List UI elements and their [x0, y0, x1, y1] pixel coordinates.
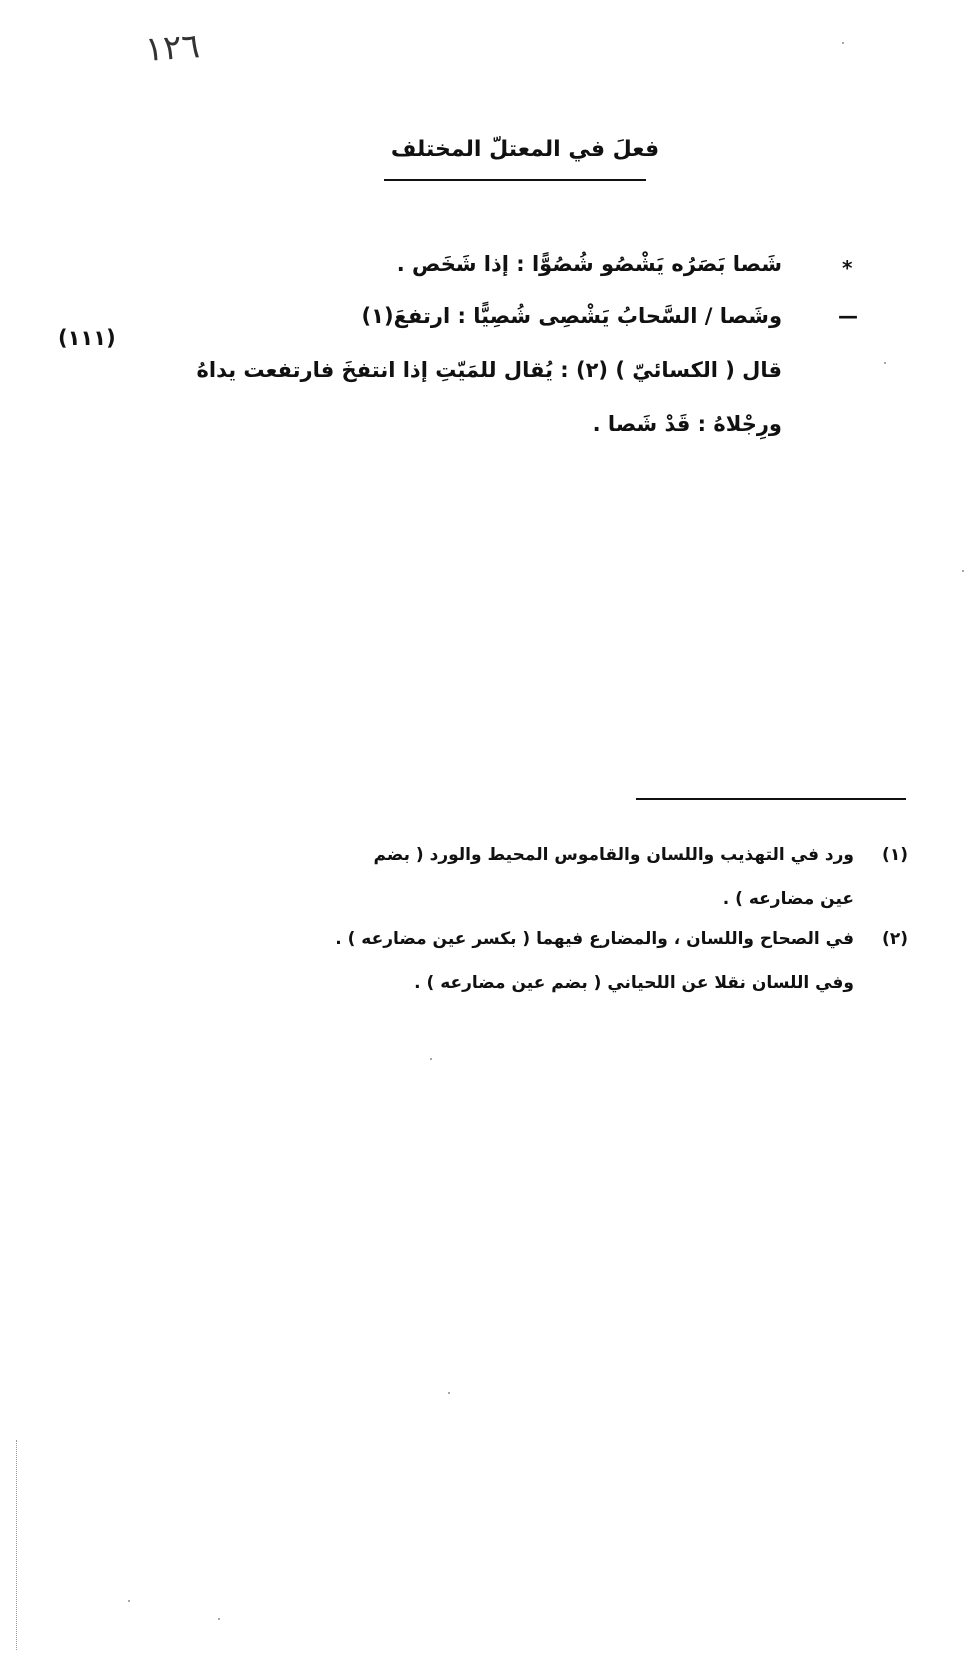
scan-speck — [430, 1058, 432, 1060]
footnote-label: (٢) — [882, 929, 908, 949]
entry-line: شَصا بَصَرُه يَشْصُو شُصُوًّا : إذا شَخَص . — [396, 252, 782, 276]
scan-speck — [962, 570, 964, 572]
entry-line: وشَصا / السَّحابُ يَشْصِى شُصِيًّا : ارتفعَ(١) — [361, 304, 782, 328]
section-title: فعلَ في المعتلّ المختلف — [390, 137, 660, 162]
scan-speck — [448, 1392, 450, 1394]
entry-line: قال ( الكسائيّ ) (٢) : يُقال للمَيّتِ إذا انتفخَ فارتفعت يداهُ — [196, 358, 782, 382]
scan-speck — [842, 42, 844, 44]
footnote-separator — [636, 798, 906, 800]
footnote-line: ورد في التهذيب واللسان والقاموس المحيط والورد ( بضم — [373, 845, 854, 865]
footnote-line: وفي اللسان نقلا عن اللحياني ( بضم عين مضارعه ) . — [414, 973, 854, 993]
entry-line: ورِجْلاهُ : قَدْ شَصا . — [592, 412, 782, 436]
entry-marker-dash: — — [838, 304, 858, 328]
page-number: ١٢٦ — [143, 26, 202, 70]
scan-speck — [218, 1618, 220, 1620]
footnote-line: في الصحاح واللسان ، والمضارع فيهما ( بكسر عين مضارعه ) . — [335, 929, 854, 949]
entry-marker-star: * — [842, 256, 853, 280]
scan-speck — [884, 362, 886, 364]
scan-speck — [128, 1600, 130, 1602]
reference-number: (١١١) — [58, 326, 116, 350]
footnote-label: (١) — [882, 845, 908, 865]
title-underline — [384, 179, 646, 181]
scan-margin-dots — [16, 1440, 19, 1650]
footnote-line: عين مضارعه ) . — [722, 889, 854, 909]
